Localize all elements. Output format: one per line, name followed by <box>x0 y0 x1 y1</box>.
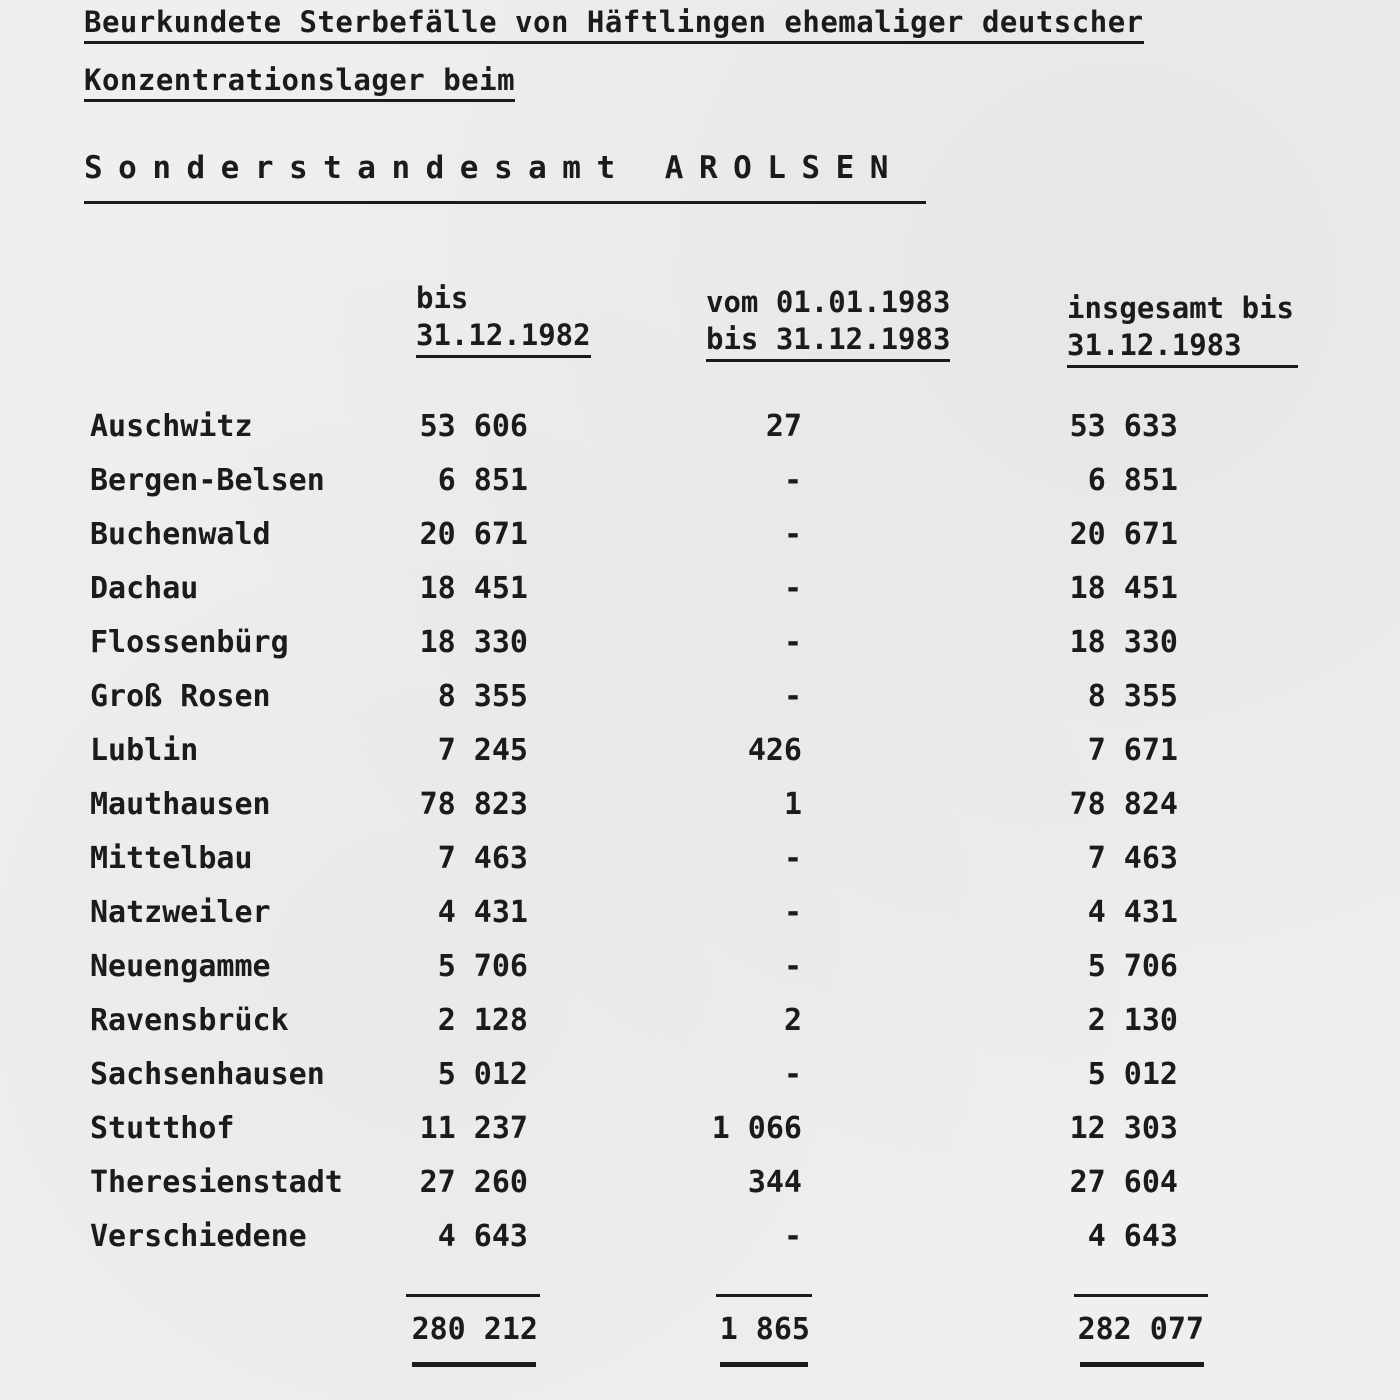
grand-total-in-1983: 1 865 <box>719 1312 810 1347</box>
camp-name: Bergen-Belsen <box>90 463 325 498</box>
value-until-1982: 53 606 <box>419 409 528 444</box>
value-total: 78 824 <box>1069 787 1178 822</box>
value-until-1982: 11 237 <box>419 1111 528 1146</box>
camp-name: Stutthof <box>90 1111 235 1146</box>
value-total: 12 303 <box>1069 1111 1178 1146</box>
document-title-line-2: Konzentrationslager beim <box>84 64 515 102</box>
value-total: 4 643 <box>1087 1219 1178 1254</box>
column-header-line1: vom 01.01.1983 <box>706 285 951 319</box>
value-in-1983: 426 <box>747 733 802 768</box>
value-until-1982: 5 012 <box>437 1057 528 1092</box>
value-until-1982: 6 851 <box>437 463 528 498</box>
value-in-1983: - <box>783 949 802 984</box>
value-in-1983: - <box>783 463 802 498</box>
value-until-1982: 4 643 <box>437 1219 528 1254</box>
value-until-1982: 7 245 <box>437 733 528 768</box>
registry-office-heading: Sonderstandesamt AROLSEN <box>84 150 926 204</box>
value-in-1983: 2 <box>783 1003 802 1038</box>
table-row <box>0 562 1400 616</box>
table-row <box>0 778 1400 832</box>
sum-rule-total <box>1074 1294 1208 1297</box>
camp-name: Verschiedene <box>90 1219 307 1254</box>
value-in-1983: 1 <box>783 787 802 822</box>
table-row <box>0 1210 1400 1264</box>
value-until-1982: 4 431 <box>437 895 528 930</box>
value-in-1983: 344 <box>747 1165 802 1200</box>
value-until-1982: 20 671 <box>419 517 528 552</box>
value-in-1983: - <box>783 1219 802 1254</box>
table-row <box>0 1156 1400 1210</box>
camp-name: Mittelbau <box>90 841 253 876</box>
value-total: 5 706 <box>1087 949 1178 984</box>
grand-total-overall: 282 077 <box>1077 1312 1204 1347</box>
sum-rule-in-1983 <box>716 1294 812 1297</box>
value-total: 2 130 <box>1087 1003 1178 1038</box>
table-row <box>0 940 1400 994</box>
value-in-1983: 27 <box>765 409 802 444</box>
value-total: 20 671 <box>1069 517 1178 552</box>
column-header-until-1982 <box>416 280 591 358</box>
column-header-line1: bis <box>416 281 469 315</box>
value-until-1982: 2 128 <box>437 1003 528 1038</box>
table-row <box>0 832 1400 886</box>
camp-name: Flossenbürg <box>90 625 289 660</box>
value-in-1983: - <box>783 517 802 552</box>
table-row <box>0 508 1400 562</box>
column-header-total-until-1983 <box>1067 290 1298 368</box>
camp-name: Groß Rosen <box>90 679 271 714</box>
value-until-1982: 18 330 <box>419 625 528 660</box>
grand-total-until-1982: 280 212 <box>411 1312 538 1347</box>
value-in-1983: - <box>783 895 802 930</box>
value-total: 53 633 <box>1069 409 1178 444</box>
value-until-1982: 8 355 <box>437 679 528 714</box>
value-total: 18 330 <box>1069 625 1178 660</box>
value-total: 4 431 <box>1087 895 1178 930</box>
value-until-1982: 18 451 <box>419 571 528 606</box>
sum-rule-until-1982 <box>406 1294 540 1297</box>
table-row <box>0 994 1400 1048</box>
table-row <box>0 886 1400 940</box>
camp-name: Neuengamme <box>90 949 271 984</box>
value-total: 7 463 <box>1087 841 1178 876</box>
column-header-line2: 31.12.1982 <box>416 317 591 358</box>
table-row <box>0 616 1400 670</box>
double-rule-until-1982 <box>412 1362 536 1367</box>
value-total: 6 851 <box>1087 463 1178 498</box>
value-total: 7 671 <box>1087 733 1178 768</box>
value-total: 8 355 <box>1087 679 1178 714</box>
column-header-line1: insgesamt bis <box>1067 291 1294 325</box>
table-row <box>0 670 1400 724</box>
value-total: 5 012 <box>1087 1057 1178 1092</box>
value-in-1983: - <box>783 571 802 606</box>
table-row <box>0 454 1400 508</box>
value-total: 27 604 <box>1069 1165 1178 1200</box>
value-total: 18 451 <box>1069 571 1178 606</box>
value-in-1983: - <box>783 625 802 660</box>
value-until-1982: 27 260 <box>419 1165 528 1200</box>
value-in-1983: - <box>783 1057 802 1092</box>
value-until-1982: 7 463 <box>437 841 528 876</box>
table-row <box>0 724 1400 778</box>
camp-name: Ravensbrück <box>90 1003 289 1038</box>
table-row <box>0 1048 1400 1102</box>
camp-name: Auschwitz <box>90 409 253 444</box>
camp-name: Dachau <box>90 571 199 606</box>
camp-name: Lublin <box>90 733 199 768</box>
value-in-1983: 1 066 <box>711 1111 802 1146</box>
value-in-1983: - <box>783 679 802 714</box>
double-rule-in-1983 <box>720 1362 808 1367</box>
value-until-1982: 5 706 <box>437 949 528 984</box>
camp-name: Buchenwald <box>90 517 271 552</box>
camp-name: Theresienstadt <box>90 1165 343 1200</box>
table-row <box>0 1102 1400 1156</box>
value-until-1982: 78 823 <box>419 787 528 822</box>
document-title-line-1: Beurkundete Sterbefälle von Häftlingen ehemaliger deutscher <box>84 6 1144 44</box>
camp-name: Mauthausen <box>90 787 271 822</box>
value-in-1983: - <box>783 841 802 876</box>
camp-name: Sachsenhausen <box>90 1057 325 1092</box>
double-rule-total <box>1080 1362 1204 1367</box>
column-header-line2: 31.12.1983 <box>1067 327 1298 368</box>
camp-name: Natzweiler <box>90 895 271 930</box>
table-row <box>0 400 1400 454</box>
column-header-during-1983 <box>706 284 950 362</box>
column-header-line2: bis 31.12.1983 <box>706 321 950 362</box>
